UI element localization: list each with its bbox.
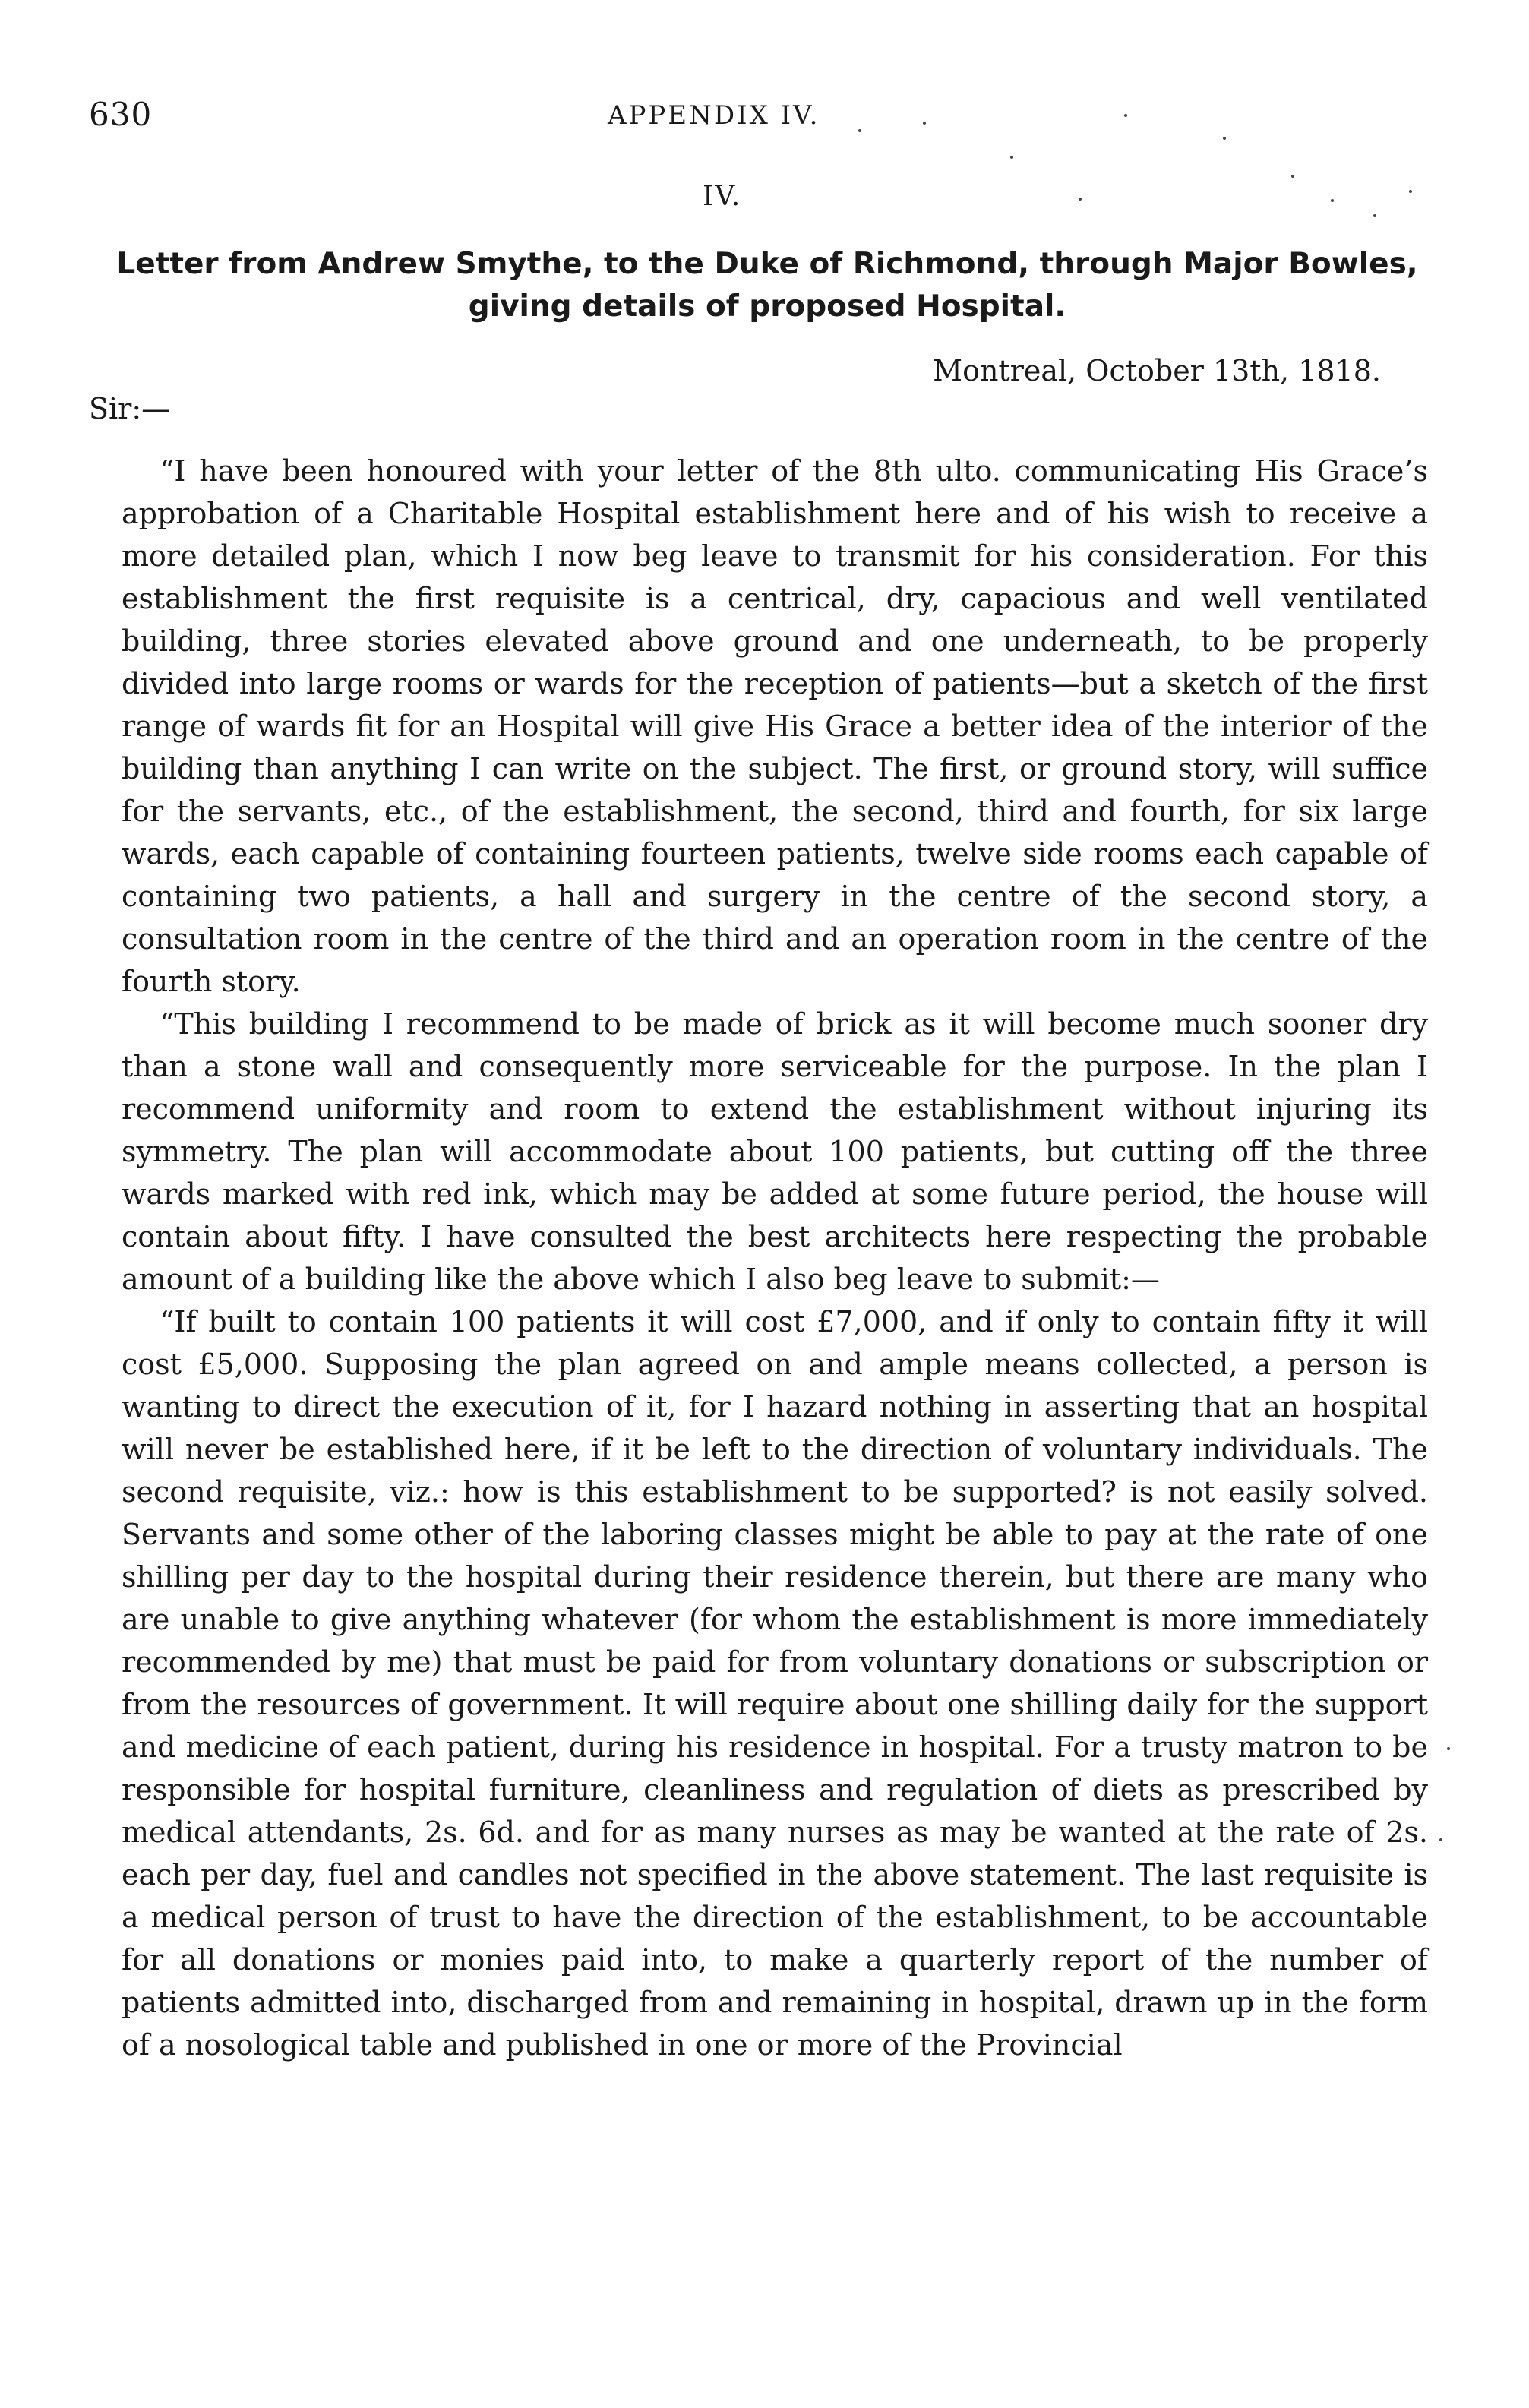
scan-speck [1331,199,1334,202]
scan-speck [1447,1747,1450,1750]
running-head: APPENDIX IV. [608,100,820,131]
scan-speck [858,129,861,132]
scan-speck [1079,198,1082,201]
paragraph: “This building I recommend to be made of brick as it will become much sooner dry than a stone wall and consequently more serviceable for the purpose. In the plan I recommend uniformity and room to extend the establishment without injuring its symmetry. The plan will accommodate about 100 patients, but cutting off the three wards marked with red ink, which may be added at some future period, the house will contain about fifty. I have consulted the best architects here respecting the probable amount of a building like the above which I also beg leave to submit:— [122,1007,1428,1296]
scan-speck [1010,156,1013,159]
section-number: IV. [703,181,742,212]
paragraph: “If built to contain 100 patients it will cost £7,000, and if only to contain fifty it will cost £5,000. Supposing the plan agreed on and ample means collected, a person is wanting to direct the execution of it, for I hazard nothing in asserting that an hospital will never be established here, if it be left to the direction of voluntary individuals. The second requisite, viz.: how is this establishment to be supported? is not easily solved. Servants and some other of the laboring classes might be able to pay at the rate of one shilling per day to the hospital during their residence therein, but there are many who are unable to give anything whatever (for whom the establishment is more immediately recommended by me) that must be paid for from voluntary donations or subscription or from the resources of government. It will require about one shilling daily for the support and medicine of each patient, during his residence in hospital. For a trusty matron to be responsible for hospital furniture, cleanliness and regulation of diets as prescribed by medical attendants, 2s. 6d. and for as many nurses as may be wanted at the rate of 2s. each per day, fuel and candles not specified in the above statement. The last requisite is a medical person of trust to have the direction of the establishment, to be accountable for all donations or monies paid into, to make a quarterly report of the number of patients admitted into, discharged from and remaining in hospital, drawn up in the form of a nosological table and published in one or more of the Provincial [122,1305,1428,2062]
scan-speck [1373,214,1376,217]
scan-speck [1223,137,1226,140]
salutation: Sir:— [89,392,171,425]
scan-speck [923,122,926,125]
scan-speck [1124,114,1127,117]
scan-speck [1439,1838,1442,1841]
paragraph: “I have been honoured with your letter of the 8th ulto. communicating His Grace’s approbation of a Charitable Hospital establishment here and of his wish to receive a more detailed plan, which I now beg leave to transmit for his consideration. For this establishment the first requisite is a centrical, dry, capacious and well ventilated building, three stories elevated above ground and one underneath, to be properly divided into large rooms or wards for the reception of patients—but a sketch of the first range of wards fit for an Hospital will give His Grace a better idea of the interior of the building than anything I can write on the subject. The first, or ground story, will suffice for the servants, etc., of the establishment, the second, third and fourth, for six large wards, each capable of containing fourteen patients, twelve side rooms each capable of containing two patients, a hall and surgery in the centre of the second story, a consultation room in the centre of the third and an operation room in the centre of the fourth story. [122,454,1428,998]
page-number: 630 [89,96,153,133]
letter-body [122,450,1428,2066]
scan-speck [1409,190,1412,193]
dateline: Montreal, October 13th, 1818. [933,354,1381,387]
scan-speck [1291,175,1294,178]
letter-title: Letter from Andrew Smythe, to the Duke of Richmond, through Major Bowles, giving details of proposed Hospital. [116,247,1418,324]
